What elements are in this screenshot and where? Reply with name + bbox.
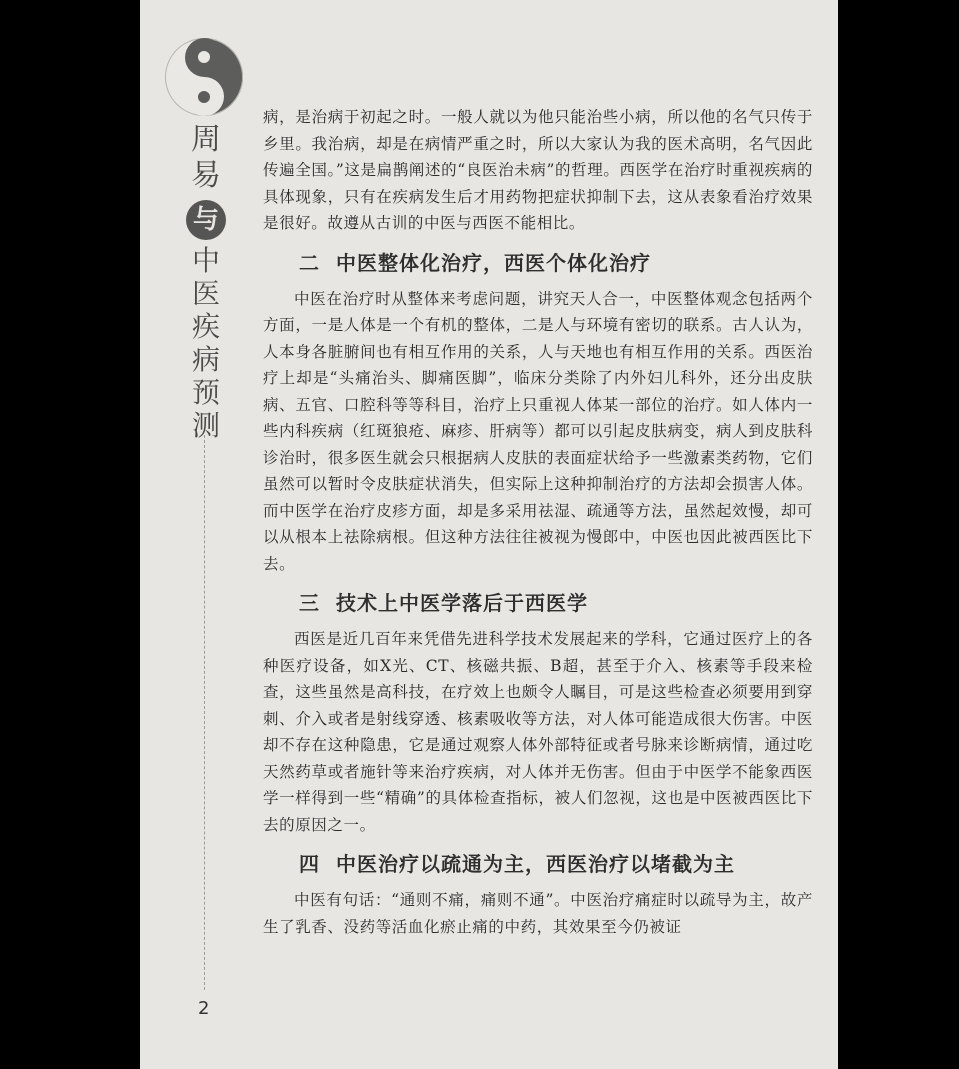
yin-yang-icon <box>165 38 243 116</box>
section-heading <box>299 247 813 276</box>
section-number: 二 <box>299 250 320 275</box>
title-char: 中 <box>191 244 220 277</box>
title-char: 易 <box>191 158 221 193</box>
title-char: 测 <box>191 409 220 442</box>
section-number: 四 <box>299 852 320 876</box>
vertical-book-title <box>184 122 228 442</box>
section-paragraph: 中医在治疗时从整体来考虑问题，讲究天人合一，中医整体观念包括两个方面，一是人体是一个有机的整体，二是人与环境有密切的联系。古人认为，人本身各脏腑间也有相互作用的关系，人与天地也有相互作用的关系。西医治疗上却是“头痛治头、脚痛医脚”，临床分类除了内外妇儿科外，还分出皮肤病、五官、口腔科等等科目，治疗上只重视人体某一部位的治疗。如人体内一些内科疾病（红斑狼疮、麻疹、肝病等）都可以引起皮肤病变，病人到皮肤科诊治时，很多医生就会只根据病人皮肤的表面症状给予一些激素类药物，它们虽然可以暂时令皮肤症状消失，但实际上这种抑制治疗的方法却会损害人体。而中医学在治疗皮疹方面，却是多采用祛湿、疏通等方法，虽然起效慢，却可以从根本上祛除病根。但这种方法往往被视为慢郎中，中医也因此被西医比下去。 <box>263 289 813 573</box>
section-heading <box>299 587 813 616</box>
section-title: 中医整体化治疗，西医个体化治疗 <box>336 250 651 275</box>
book-page <box>140 0 838 1069</box>
section-title: 技术上中医学落后于西医学 <box>336 591 588 615</box>
section-paragraph: 中医有句话：“通则不痛，痛则不通”。中医治疗痛症时以疏导为主，故产生了乳香、没药等活血化瘀止痛的中药，其效果至今仍被证 <box>263 891 813 936</box>
title-char: 病 <box>191 343 220 376</box>
section-title: 中医治疗以疏通为主，西医治疗以堵截为主 <box>336 852 735 876</box>
section-number: 三 <box>299 591 320 615</box>
title-char: 预 <box>191 376 220 409</box>
title-char: 医 <box>191 277 220 310</box>
page-number: 2 <box>198 998 210 1019</box>
sidebar-divider <box>204 435 205 990</box>
section-paragraph: 西医是近几百年来凭借先进科学技术发展起来的学科，它通过医疗上的各种医疗设备，如X光、CT、核磁共振、B超，甚至于介入、核素等手段来检查，这些虽然是高科技，在疗效上也颇令人瞩目，可是这些检查必须要用到穿刺、介入或者是射线穿透、核素吸收等方法，对人体可能造成很大伤害。中医却不存在这种隐患，它是通过观察人体外部特征或者号脉来诊断病情，通过吃天然药草或者施针等来治疗疾病，对人体并无伤害。但由于中医学不能象西医学一样得到一些“精确”的具体检查指标，被人们忽视，这也是中医被西医比下去的原因之一。 <box>263 630 813 834</box>
page-body <box>263 104 813 940</box>
intro-paragraph: 病，是治病于初起之时。一般人就以为他只能治些小病，所以他的名气只传于乡里。我治病，却是在病情严重之时，所以大家认为我的医术高明，名气因此传遍全国。”这是扁鹊阐述的“良医治未病”的哲理。西医学在治疗时重视疾病的具体现象，只有在疾病发生后才用药物把症状抑制下去，这从表象看治疗效果是很好。故遵从古训的中医与西医不能相比。 <box>263 108 813 232</box>
title-connector-badge: 与 <box>186 200 226 240</box>
title-char: 疾 <box>191 310 220 343</box>
title-char: 周 <box>191 122 221 157</box>
section-heading <box>299 848 813 877</box>
